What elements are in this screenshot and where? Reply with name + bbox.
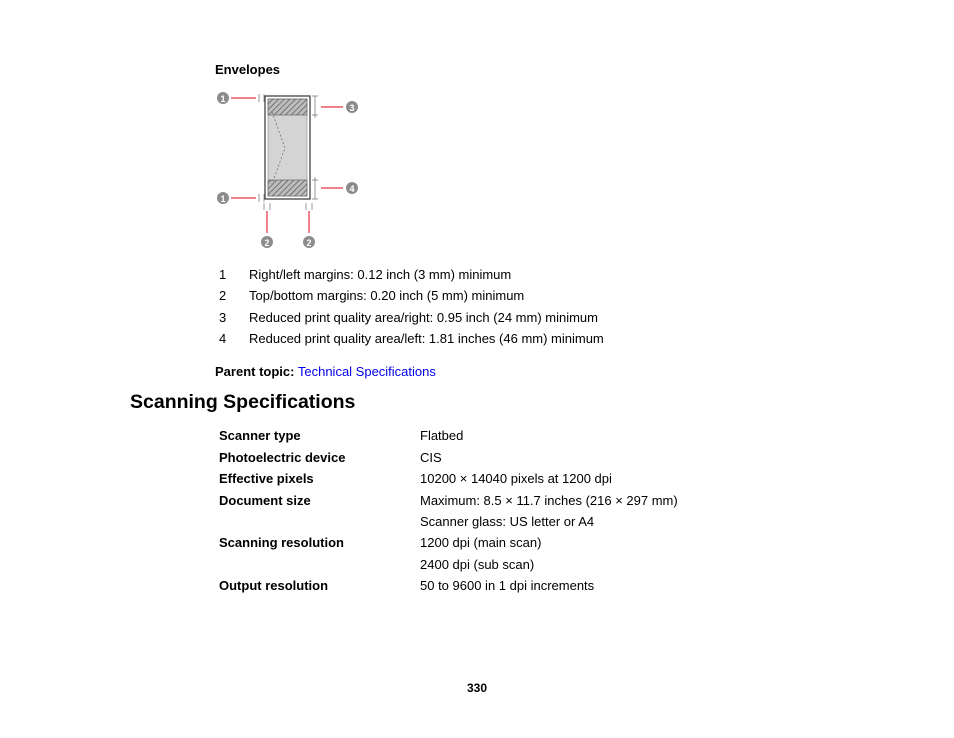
- svg-text:1: 1: [220, 94, 226, 104]
- section-title: Scanning Specifications: [130, 391, 356, 413]
- spec-value: 50 to 9600 in 1 dpi increments: [420, 578, 595, 593]
- envelopes-heading: Envelopes: [215, 62, 281, 77]
- callout-2-right: [303, 236, 315, 248]
- svg-text:1: 1: [220, 194, 226, 204]
- parent-topic-link[interactable]: Technical Specifications: [297, 364, 436, 379]
- legend-text: Reduced print quality area/left: 1.81 inches (46 mm) minimum: [249, 331, 604, 346]
- spec-label: Photoelectric device: [219, 450, 346, 465]
- callout-2-left: [261, 236, 273, 248]
- spec-value: 2400 dpi (sub scan): [420, 557, 535, 572]
- legend-number: 1: [219, 267, 227, 282]
- spec-value: CIS: [420, 450, 442, 465]
- legend-number: 2: [219, 288, 227, 303]
- spec-label: Document size: [219, 493, 311, 508]
- spec-label: Effective pixels: [219, 471, 314, 486]
- spec-value: Flatbed: [420, 428, 464, 443]
- callout-1-bottom: [217, 192, 229, 204]
- legend-text: Right/left margins: 0.12 inch (3 mm) minimum: [249, 267, 512, 282]
- parent-topic-label: Parent topic:: [215, 364, 295, 379]
- spec-label: Output resolution: [219, 578, 329, 593]
- spec-value: 1200 dpi (main scan): [420, 535, 542, 550]
- spec-value: Scanner glass: US letter or A4: [420, 514, 595, 529]
- svg-text:2: 2: [264, 238, 270, 248]
- callout-1-top: [217, 92, 229, 104]
- callout-3: [346, 101, 358, 113]
- legend-text: Reduced print quality area/right: 0.95 inch (24 mm) minimum: [249, 310, 598, 325]
- legend-number: 3: [219, 310, 227, 325]
- svg-text:3: 3: [349, 103, 355, 113]
- legend-item: [219, 288, 524, 303]
- spec-label: Scanner type: [219, 428, 301, 443]
- legend-item: [219, 310, 598, 325]
- parent-topic: [215, 364, 436, 379]
- legend-number: 4: [219, 331, 227, 346]
- spec-label: Scanning resolution: [219, 535, 344, 550]
- legend-item: [219, 331, 604, 346]
- reduced-quality-area-bottom: [268, 180, 307, 196]
- spec-value: Maximum: 8.5 × 11.7 inches (216 × 297 mm): [420, 493, 678, 508]
- reduced-quality-area-top: [268, 99, 307, 115]
- page-number: 330: [466, 681, 488, 695]
- legend-item: [219, 267, 511, 282]
- svg-text:4: 4: [349, 184, 355, 194]
- svg-text:2: 2: [306, 238, 312, 248]
- envelope-margin-diagram: [212, 86, 362, 252]
- legend-text: Top/bottom margins: 0.20 inch (5 mm) minimum: [249, 288, 525, 303]
- callout-4: [346, 182, 358, 194]
- spec-value: 10200 × 14040 pixels at 1200 dpi: [420, 471, 612, 486]
